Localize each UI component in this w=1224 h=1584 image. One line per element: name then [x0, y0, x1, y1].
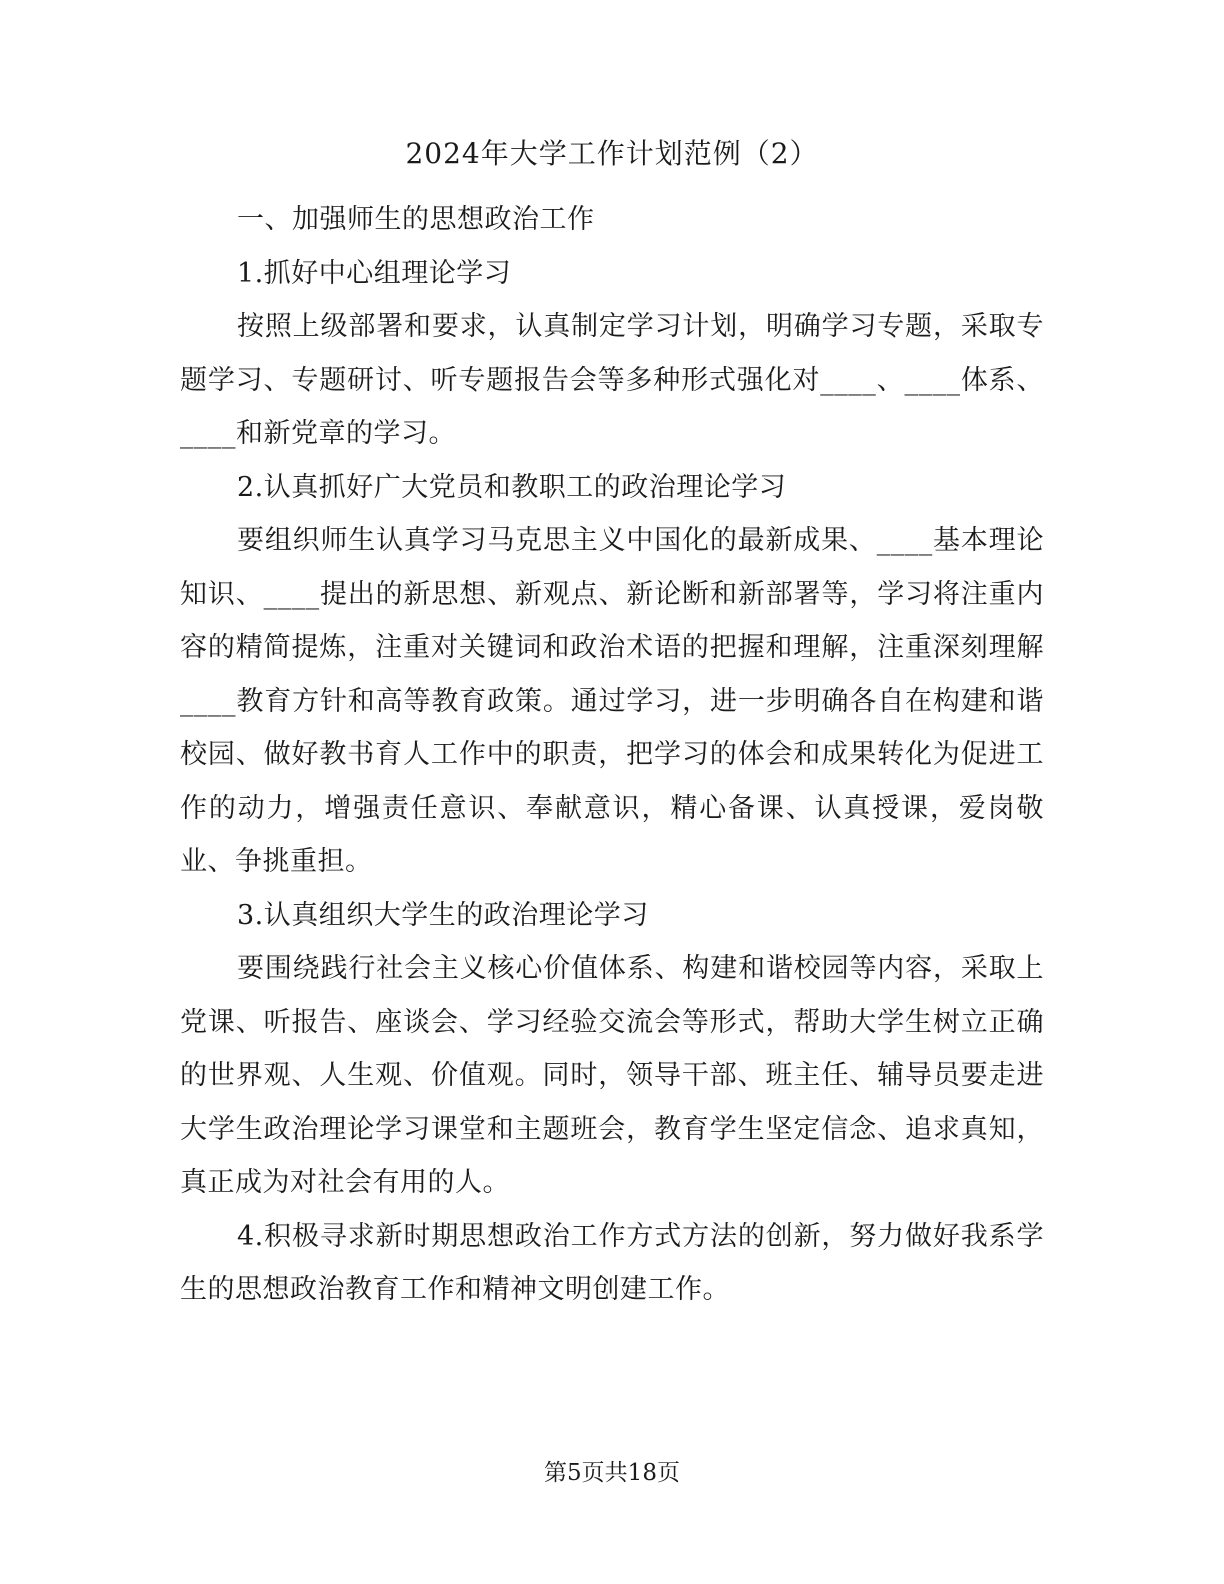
- subsection-heading: 2.认真抓好广大党员和教职工的政治理论学习: [237, 471, 787, 503]
- paragraph: 要围绕践行社会主义核心价值体系、构建和谐校园等内容，采取上党课、听报告、座谈会、学习经验交流会等形式，帮助大学生树立正确的世界观、人生观、价值观。同时，领导干部、班主任、辅导员要走进大学生政治理论学习课堂和主题班会，教育学生坚定信念、追求真知，真正成为对社会有用的人。: [180, 953, 1044, 1198]
- subsection-heading: 3.认真组织大学生的政治理论学习: [237, 899, 649, 931]
- subsection-heading: 1.抓好中心组理论学习: [237, 257, 512, 289]
- document-title: 2024年大学工作计划范例（2）: [405, 137, 819, 170]
- document-page: [180, 0, 1044, 1584]
- subsection-heading: 4.积极寻求新时期思想政治工作方式方法的创新，努力做好我系学生的思想政治教育工作和精神文明创建工作。: [180, 1220, 1044, 1305]
- section-heading: 一、加强师生的思想政治工作: [237, 204, 595, 235]
- document-body: [180, 193, 1044, 1317]
- paragraph: 要组织师生认真学习马克思主义中国化的最新成果、____基本理论知识、____提出的新思想、新观点、新论断和新部署等，学习将注重内容的精简提炼，注重对关键词和政治术语的把握和理解，注重深刻理解____教育方针和高等教育政策。通过学习，进一步明确各自在构建和谐校园、做好教书育人工作中的职责，把学习的体会和成果转化为促进工作的动力，增强责任意识、奉献意识，精心备课、认真授课，爱岗敬业、争挑重担。: [180, 525, 1044, 877]
- page-number-footer: 第5页共18页: [544, 1460, 680, 1486]
- paragraph: 按照上级部署和要求，认真制定学习计划，明确学习专题，采取专题学习、专题研讨、听专题报告会等多种形式强化对____、____体系、____和新党章的学习。: [180, 311, 1044, 449]
